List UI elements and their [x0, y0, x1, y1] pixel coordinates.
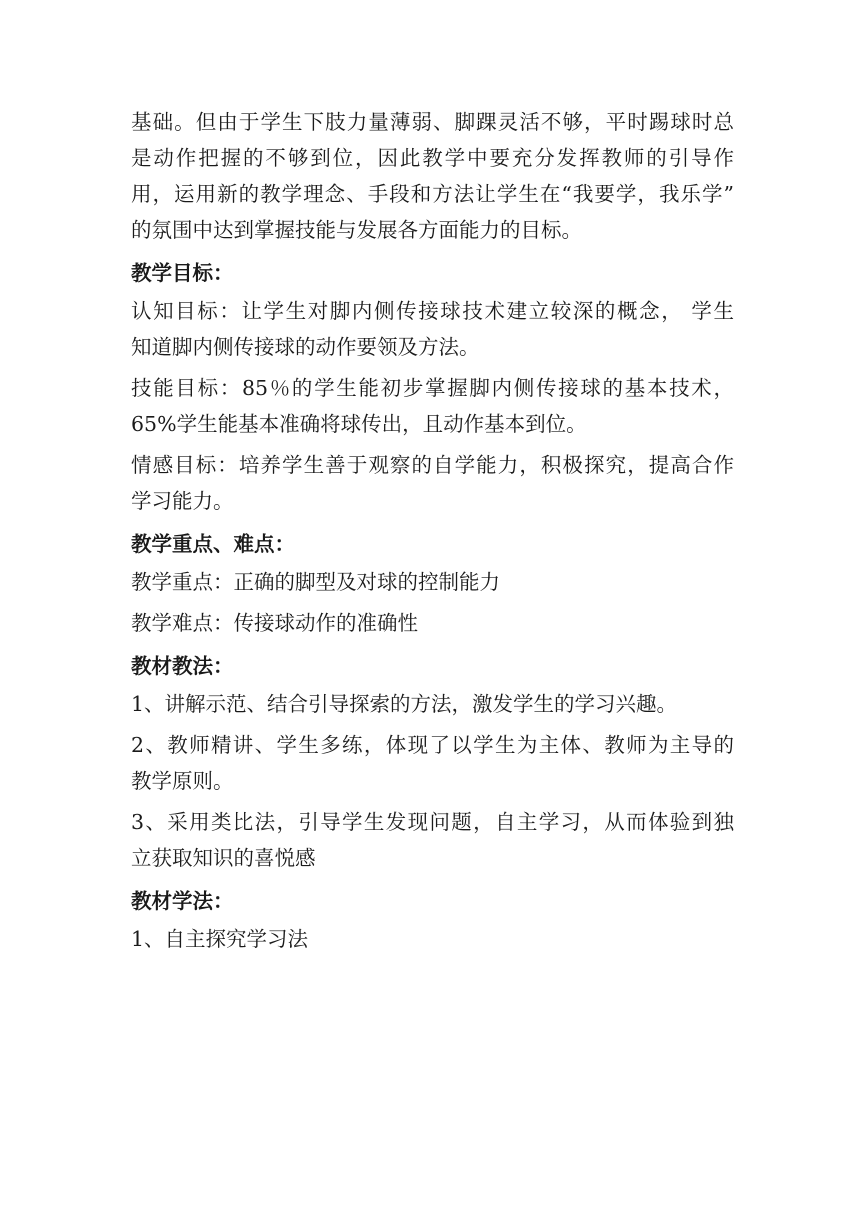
affective-line-1: 情感目标：培养学生善于观察的自学能力，积极探究，提高合作	[131, 453, 734, 477]
document-body	[131, 104, 734, 957]
teaching-method-2	[131, 727, 734, 799]
skill-objective	[131, 370, 734, 442]
teaching-method-3	[131, 804, 734, 876]
intro-line-4: 的氛围中达到掌握技能与发展各方面能力的目标。	[131, 218, 582, 242]
learning-methods-heading: 教材学法：	[131, 889, 234, 913]
key-points-heading: 教学重点、难点：	[131, 532, 295, 556]
cognitive-line-2: 知道脚内侧传接球的动作要领及方法。	[131, 335, 480, 359]
teaching-method-3-line-1: 3、采用类比法，引导学生发现问题，自主学习，从而体验到独	[131, 810, 734, 834]
teaching-methods-heading: 教材教法：	[131, 654, 234, 678]
teaching-difficulty: 教学难点：传接球动作的准确性	[131, 611, 418, 635]
intro-paragraph	[131, 104, 734, 248]
intro-line-3: 用，运用新的教学理念、手段和方法让学生在“我要学，我乐学”	[131, 182, 734, 206]
cognitive-line-1: 认知目标：让学生对脚内侧传接球技术建立较深的概念， 学生	[131, 299, 734, 323]
objectives-heading: 教学目标：	[131, 261, 234, 285]
intro-line-1: 基础。但由于学生下肢力量薄弱、脚踝灵活不够，平时踢球时总	[131, 110, 734, 134]
learning-method-1: 1、自主探究学习法	[131, 927, 309, 951]
teaching-method-2-line-2: 教学原则。	[131, 769, 234, 793]
affective-line-2: 学习能力。	[131, 489, 234, 513]
teaching-method-3-line-2: 立获取知识的喜悦感	[131, 846, 316, 870]
skill-line-1: 技能目标：85％的学生能初步掌握脚内侧传接球的基本技术，	[131, 376, 734, 400]
teaching-method-2-line-1: 2、教师精讲、学生多练，体现了以学生为主体、教师为主导的	[131, 733, 734, 757]
teaching-method-1: 1、讲解示范、结合引导探索的方法，激发学生的学习兴趣。	[131, 692, 678, 716]
teaching-focus: 教学重点：正确的脚型及对球的控制能力	[131, 570, 500, 594]
affective-objective	[131, 447, 734, 519]
cognitive-objective	[131, 293, 734, 365]
intro-line-2: 是动作把握的不够到位，因此教学中要充分发挥教师的引导作	[131, 146, 734, 170]
skill-line-2: 65%学生能基本准确将球传出，且动作基本到位。	[131, 412, 587, 436]
